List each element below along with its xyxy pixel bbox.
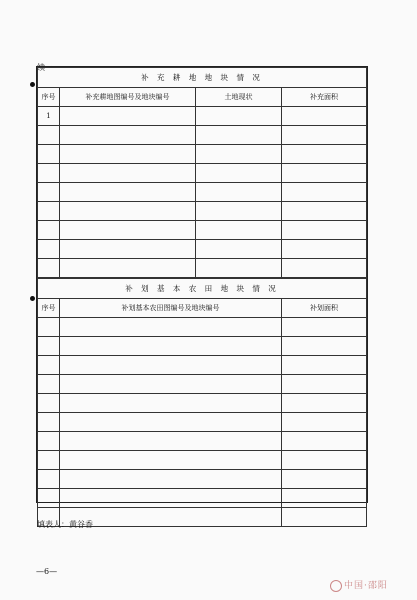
table-cell [60,356,282,375]
table-cell [38,489,60,508]
column-header: 补充面积 [282,88,367,107]
column-header: 序号 [38,88,60,107]
table-cell [60,413,282,432]
emblem-icon [330,580,342,592]
table-cell [38,240,60,259]
table-cell [196,259,282,278]
table-cell [38,318,60,337]
table-cell [60,375,282,394]
column-header: 补划基本农田图编号及地块编号 [60,299,282,318]
table-cell [282,145,367,164]
table-cell [196,164,282,183]
supplementary-basic-farmland-table [37,278,367,527]
table-row [38,451,367,470]
table-cell [60,221,196,240]
table-cell [60,164,196,183]
table-cell [282,164,367,183]
table-cell [282,375,367,394]
table-row [38,221,367,240]
table-cell [60,394,282,413]
table-cell [282,413,367,432]
table-cell [38,413,60,432]
table-cell [60,337,282,356]
table-cell [282,259,367,278]
column-header: 土地现状 [196,88,282,107]
table-cell [282,356,367,375]
table-row [38,413,367,432]
continuation-label: 续一 [37,63,53,72]
table-cell [196,107,282,126]
table-cell [196,221,282,240]
table-cell [282,432,367,451]
column-header: 补充耕地图编号及地块编号 [60,88,196,107]
table-row [38,432,367,451]
table-row [38,375,367,394]
table-cell [38,394,60,413]
table-cell [282,394,367,413]
table-cell [282,126,367,145]
table-cell [60,318,282,337]
page-number: —6— [36,567,58,576]
column-header: 序号 [38,299,60,318]
table-cell [38,202,60,221]
section-title: 补 充 耕 地 地 块 情 况 [38,68,367,88]
table-cell [60,183,196,202]
table-cell [282,337,367,356]
table-cell [282,221,367,240]
table-cell [38,126,60,145]
table-cell [60,107,196,126]
table-row [38,145,367,164]
table-cell [282,489,367,508]
table-cell [196,240,282,259]
table-row [38,259,367,278]
table-cell [60,259,196,278]
table-cell [282,240,367,259]
table-cell [282,318,367,337]
table-cell [60,145,196,164]
watermark [330,578,388,592]
table-row [38,356,367,375]
watermark-text: 中国·邵阳 [344,581,388,591]
table-row [38,394,367,413]
table-cell [196,126,282,145]
table-cell [38,164,60,183]
table-cell [38,221,60,240]
table-row [38,107,367,126]
table-cell [38,183,60,202]
punch-hole-marker [30,82,35,87]
table-cell [282,470,367,489]
table-cell [60,240,196,259]
table-cell [282,451,367,470]
filled-by-label: 填表人：黄谷香 [37,520,93,529]
table-cell [60,470,282,489]
table-cell [38,337,60,356]
form-frame [36,66,368,503]
punch-hole-marker [30,296,35,301]
table-cell [196,183,282,202]
table-cell [60,451,282,470]
table-cell: 1 [38,107,60,126]
column-header: 补划面积 [282,299,367,318]
table-row [38,202,367,221]
table-cell [38,259,60,278]
table-cell [38,375,60,394]
table-cell [38,470,60,489]
table-cell [282,508,367,527]
table-cell [38,432,60,451]
table-cell [38,451,60,470]
table-cell [38,145,60,164]
table-cell [60,126,196,145]
table-row [38,489,367,508]
table-row [38,318,367,337]
table-cell [282,183,367,202]
table-row [38,337,367,356]
table-cell [38,356,60,375]
table-cell [196,202,282,221]
table-cell [60,432,282,451]
supplementary-farmland-table [37,67,367,278]
table-cell [60,489,282,508]
table-cell [282,202,367,221]
table-cell [196,145,282,164]
table-row [38,126,367,145]
table-row [38,470,367,489]
table-row [38,240,367,259]
table-cell [282,107,367,126]
table-cell [60,202,196,221]
table-row [38,164,367,183]
table-row [38,183,367,202]
section-title: 补 划 基 本 农 田 地 块 情 况 [38,279,367,299]
